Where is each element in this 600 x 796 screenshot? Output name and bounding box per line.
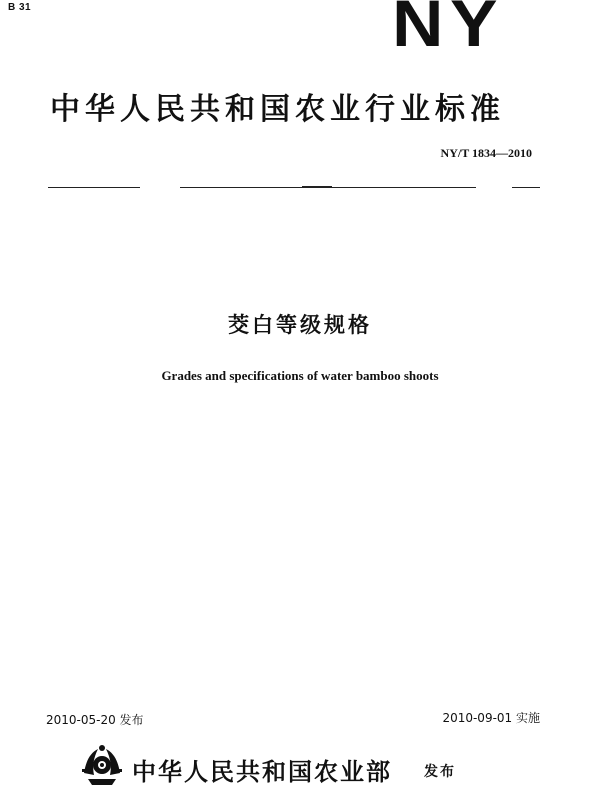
ny-logo: NY [392,0,504,60]
ministry-emblem-icon [78,743,126,787]
effective-date: 2010-09-01 实施 [442,711,540,725]
issuing-action-label: 发布 [424,764,456,780]
divider-left [48,187,140,188]
divider-right [512,187,540,188]
classification-code: B 31 [8,2,32,13]
standard-number: NY/T 1834—2010 [440,146,532,160]
document-title-english: Grades and specifications of water bamboo shoots [161,368,439,383]
divider-middle-accent [302,186,332,188]
standard-title: 中华人民共和国农业行业标准 [50,92,505,127]
issuing-authority: 中华人民共和国农业部 [132,758,392,786]
document-title-chinese: 茭白等级规格 [228,313,372,337]
issue-date: 2010-05-20 发布 [46,713,144,727]
